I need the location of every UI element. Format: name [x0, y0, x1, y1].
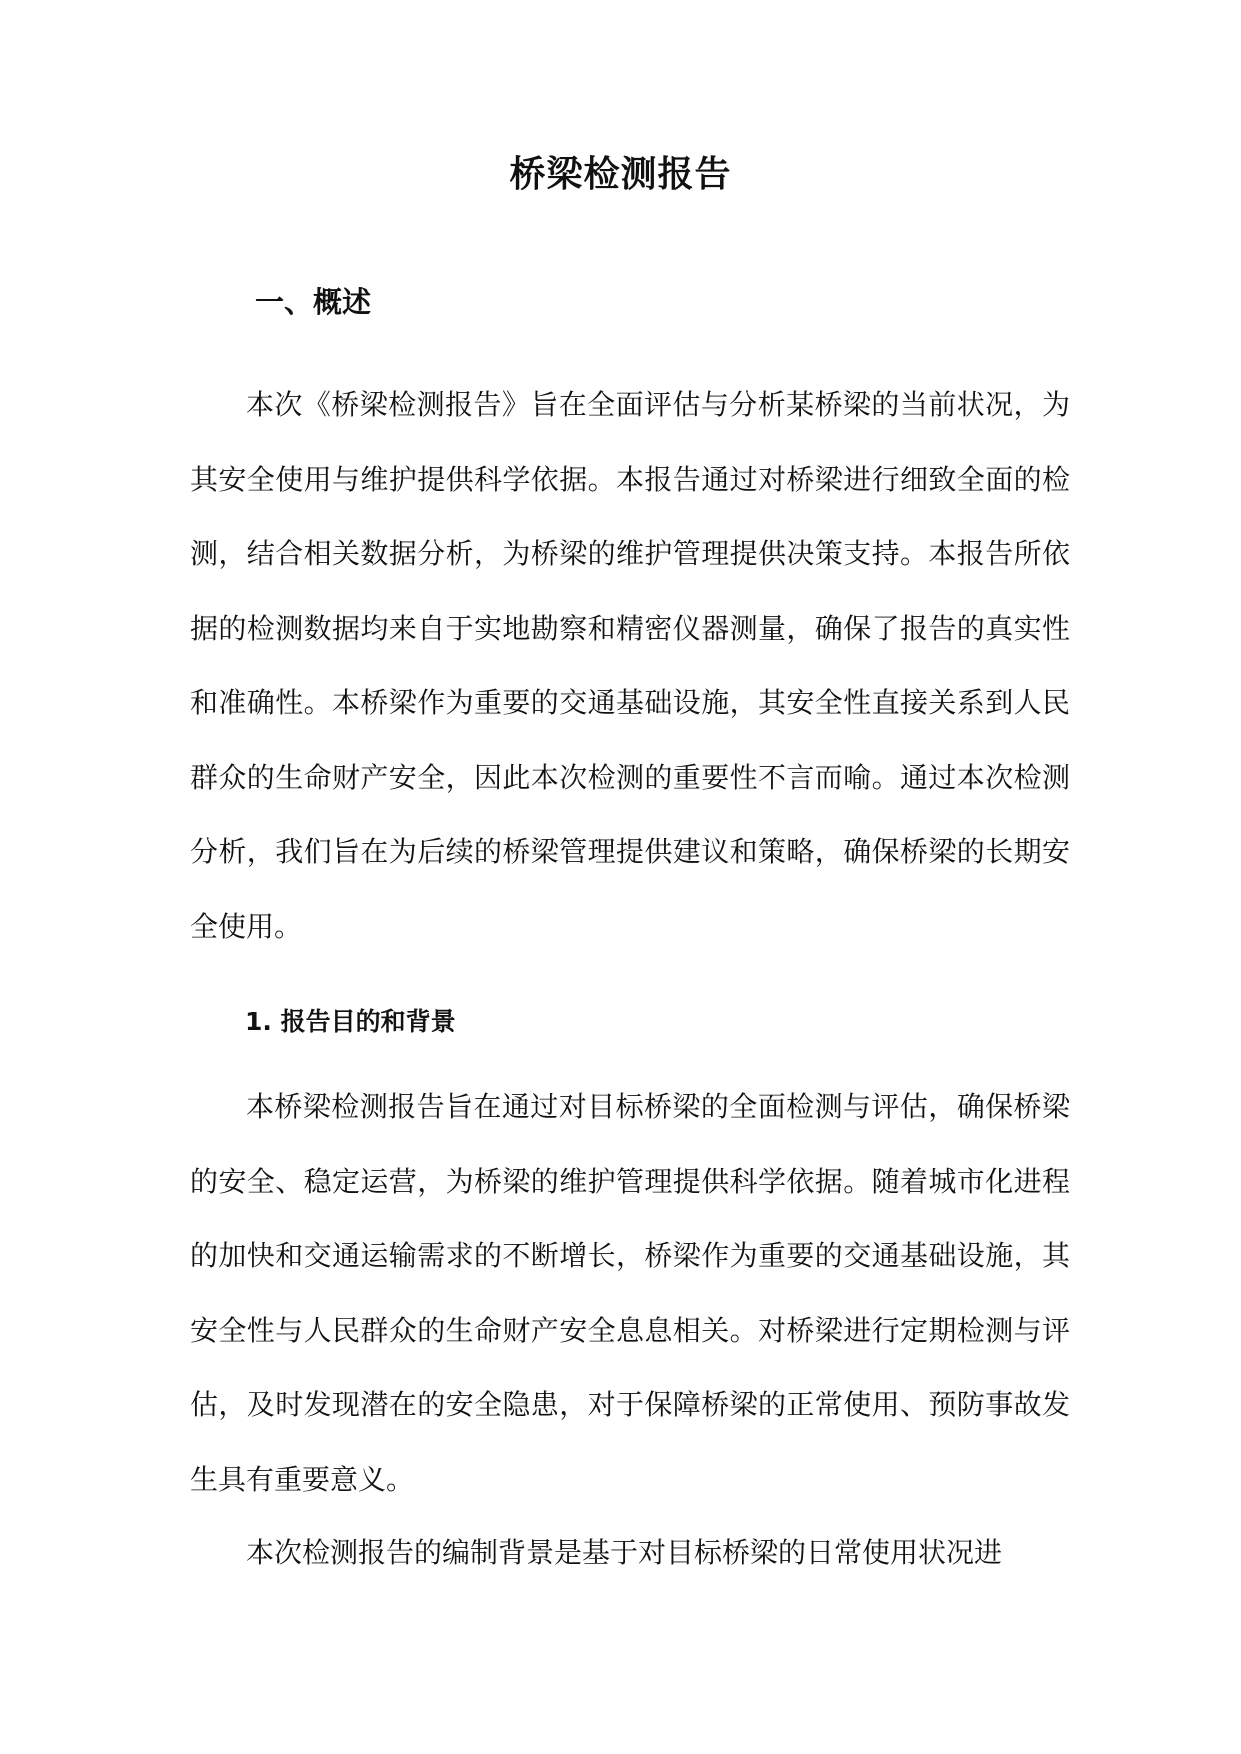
subsection-heading-purpose-background: 1. 报告目的和背景 — [245, 1007, 456, 1036]
document-title: 桥梁检测报告 — [509, 154, 732, 195]
overview-paragraph: 本次《桥梁检测报告》旨在全面评估与分析某桥梁的当前状况，为其安全使用与维护提供科学依据。本报告通过对桥梁进行细致全面的检测，结合相关数据分析，为桥梁的维护管理提供决策支持。本报告所依据的检测数据均来自于实地勘察和精密仪器测量，确保了报告的真实性和准确性。本桥梁作为重要的交通基础设施，其安全性直接关系到人民群众的生命财产安全，因此本次检测的重要性不言而喻。通过本次检测分析，我们旨在为后续的桥梁管理提供建议和策略，确保桥梁的长期安全使用。 — [190, 388, 1070, 943]
section-heading-overview: 一、概述 — [255, 285, 372, 319]
purpose-paragraph: 本桥梁检测报告旨在通过对目标桥梁的全面检测与评估，确保桥梁的安全、稳定运营，为桥梁的维护管理提供科学依据。随着城市化进程的加快和交通运输需求的不断增长，桥梁作为重要的交通基础设施，其安全性与人民群众的生命财产安全息息相关。对桥梁进行定期检测与评估，及时发现潜在的安全隐患，对于保障桥梁的正常使用、预防事故发生具有重要意义。 — [190, 1090, 1070, 1496]
background-paragraph: 本次检测报告的编制背景是基于对目标桥梁的日常使用状况进 — [246, 1536, 1003, 1569]
